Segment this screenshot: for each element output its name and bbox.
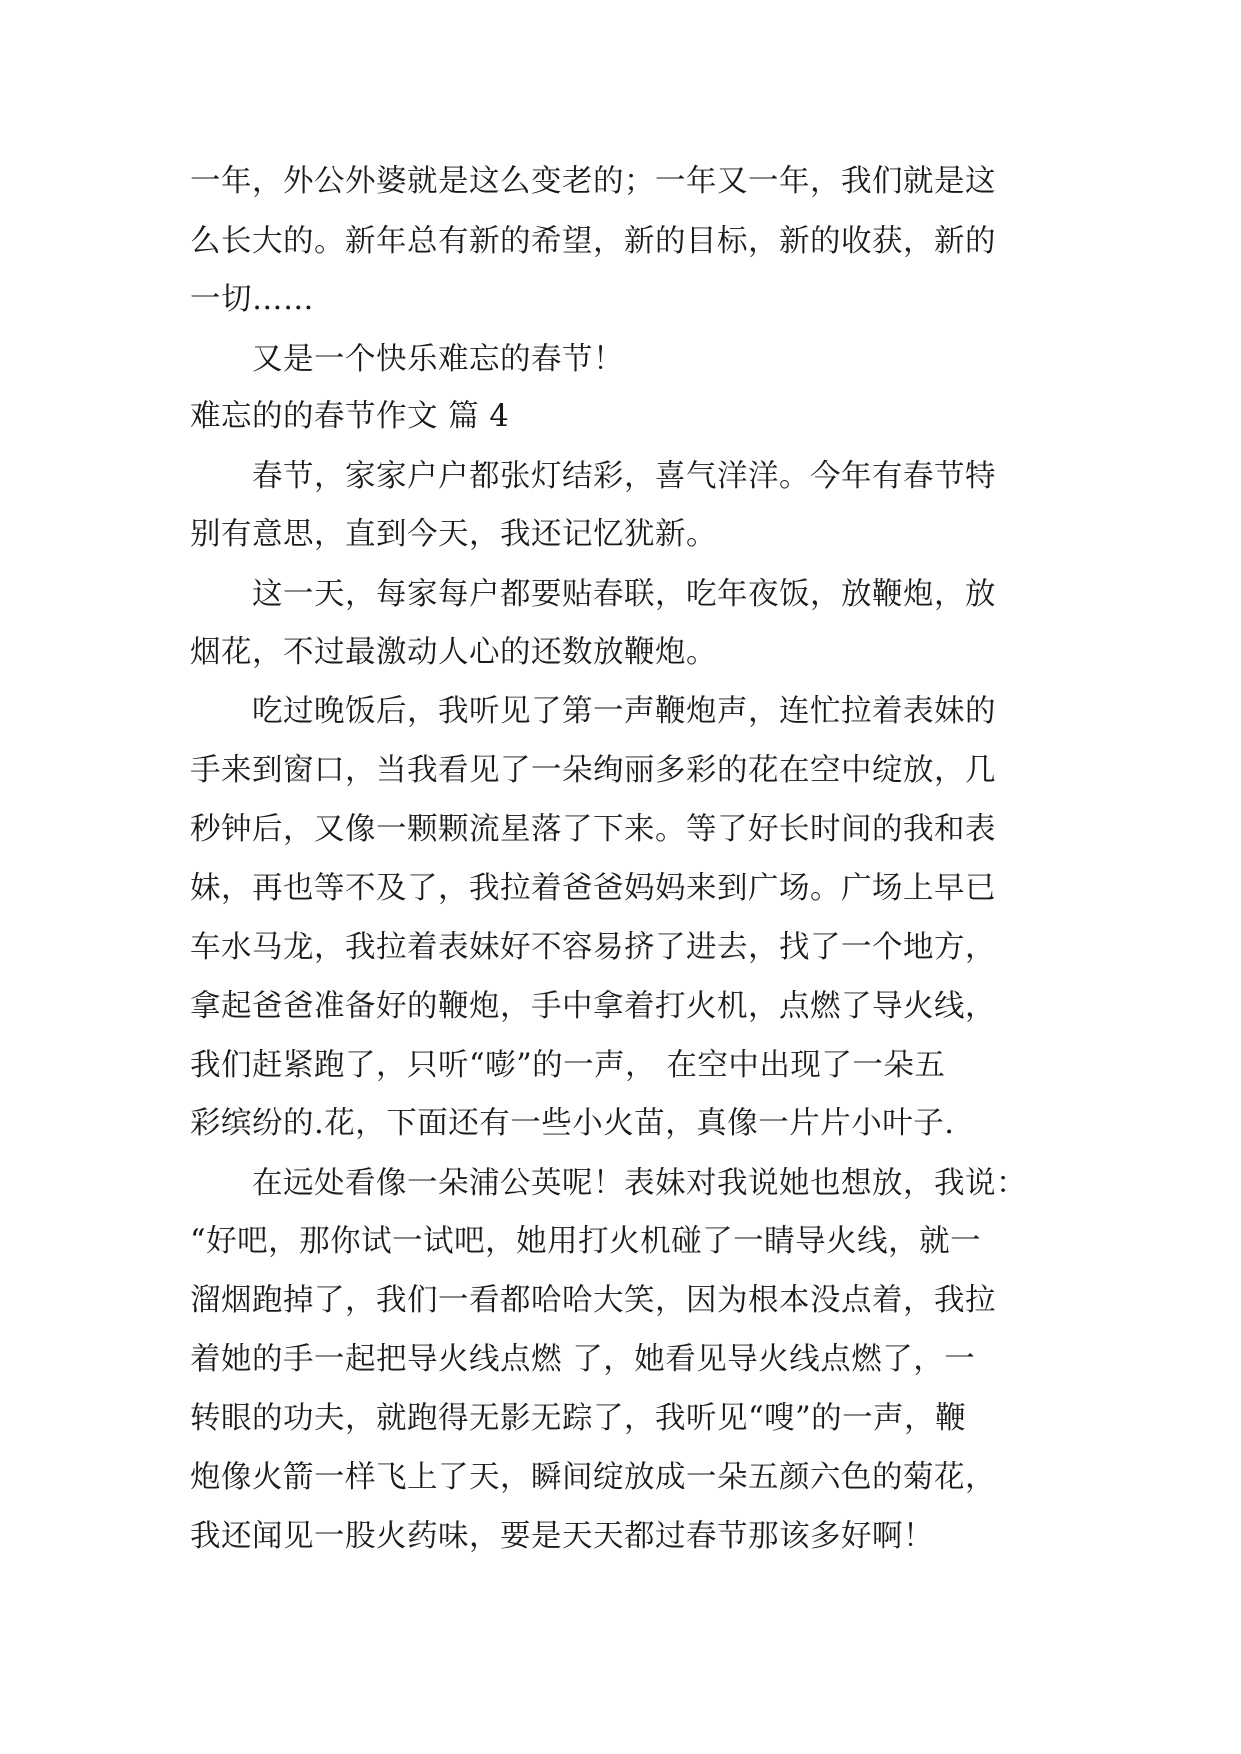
text-line: 手来到窗口，当我看见了一朵绚丽多彩的花在空中绽放，几 [190,753,996,788]
text-line: 一切…… [190,282,314,317]
text-line: 这一天，每家每户都要贴春联，吃年夜饭，放鞭炮，放 [190,577,996,612]
section-heading: 难忘的的春节作文 篇 4 [190,399,510,434]
text-line: 妹，再也等不及了，我拉着爸爸妈妈来到广场。广场上早已 [190,871,996,906]
text-line: 我还闻见一股火药味，要是天天都过春节那该多好啊！ [190,1519,934,1554]
text-line: 我们赶紧跑了，只听“嘭”的一声， 在空中出现了一朵五 [190,1048,946,1083]
text-line: 转眼的功夫，就跑得无影无踪了，我听见“嗖”的一声，鞭 [190,1401,967,1436]
text-line: 一年，外公外婆就是这么变老的；一年又一年，我们就是这 [190,164,996,199]
text-line: 春节，家家户户都张灯结彩，喜气洋洋。今年有春节特 [190,459,996,494]
text-line: 秒钟后，又像一颗颗流星落了下来。等了好长时间的我和表 [190,812,996,847]
text-line: 彩缤纷的.花，下面还有一些小火苗，真像一片片小叶子. [190,1106,955,1141]
text-line: 着她的手一起把导火线点燃 了，她看见导火线点燃了，一 [190,1342,976,1377]
text-line: “好吧，那你试一试吧，她用打火机碰了一睛导火线，就一 [190,1224,982,1259]
text-line: 在远处看像一朵浦公英呢！表妹对我说她也想放，我说： [190,1166,1027,1201]
text-line: 烟花，不过最激动人心的还数放鞭炮。 [190,635,717,670]
text-line: 车水马龙，我拉着表妹好不容易挤了进去，找了一个地方， [190,930,996,965]
text-line: 别有意思，直到今天，我还记忆犹新。 [190,517,717,552]
text-line: 么长大的。新年总有新的希望，新的目标，新的收获，新的 [190,224,996,259]
text-line: 溜烟跑掉了，我们一看都哈哈大笑，因为根本没点着，我拉 [190,1283,996,1318]
text-line: 炮像火箭一样飞上了天，瞬间绽放成一朵五颜六色的菊花， [190,1460,996,1495]
text-line: 吃过晚饭后，我听见了第一声鞭炮声，连忙拉着表妹的 [190,694,996,729]
text-line: 拿起爸爸准备好的鞭炮，手中拿着打火机，点燃了导火线， [190,989,996,1024]
text-line: 又是一个快乐难忘的春节！ [190,342,624,377]
